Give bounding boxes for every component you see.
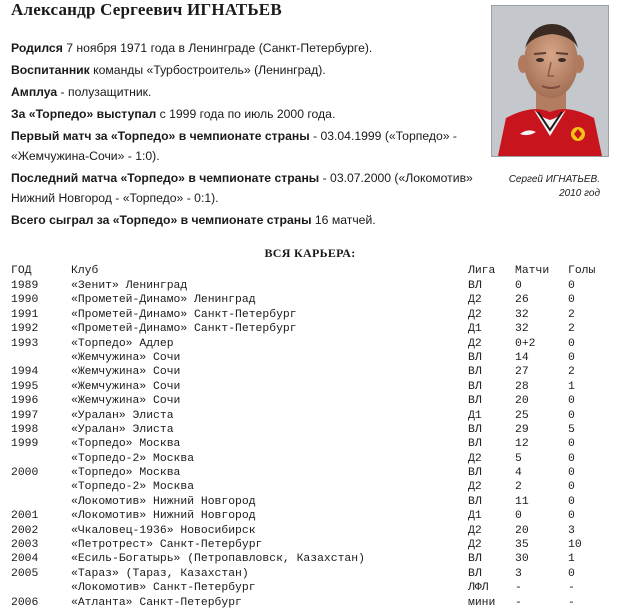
cell-goals: - (568, 596, 575, 609)
bio-line (11, 126, 481, 166)
bio-line (11, 168, 481, 208)
table-row (11, 409, 575, 423)
photo-caption (470, 173, 600, 201)
cell-games: 0 (515, 510, 522, 523)
career-table-header (11, 263, 596, 279)
table-row (11, 322, 575, 336)
table-row (11, 308, 575, 322)
cell-league: Д2 (468, 308, 482, 321)
bio-label: Родился (11, 41, 63, 55)
player-portrait-icon (492, 6, 608, 156)
cell-year: 1993 (11, 337, 39, 350)
cell-games: 25 (515, 409, 529, 422)
cell-club: «Торпедо-2» Москва (71, 452, 195, 465)
cell-goals: 1 (568, 380, 575, 393)
table-row (11, 365, 575, 379)
cell-year: 2002 (11, 524, 39, 537)
cell-goals: 0 (568, 438, 575, 451)
cell-year: 1995 (11, 380, 39, 393)
cell-club: «Тараз» (Тараз, Казахстан) (71, 567, 249, 580)
cell-year: 2005 (11, 567, 39, 580)
cell-club: «Уралан» Элиста (71, 423, 174, 436)
cell-goals: 0 (568, 481, 575, 494)
cell-games: 29 (515, 423, 529, 436)
cell-goals: 0 (568, 495, 575, 508)
bio-text: - полузащитник. (57, 85, 152, 99)
cell-club: «Чкаловец-1936» Новосибирск (71, 524, 256, 537)
biography (11, 38, 481, 232)
table-row (11, 466, 575, 480)
cell-games: 30 (515, 553, 529, 566)
cell-year: 2001 (11, 510, 39, 523)
cell-league: ВЛ (468, 351, 482, 364)
table-row (11, 279, 575, 293)
cell-goals: 10 (568, 539, 582, 552)
cell-league: Д2 (468, 294, 482, 307)
column-header-league: Лига (468, 265, 496, 277)
cell-club: «Петротрест» Санкт-Петербург (71, 539, 263, 552)
photo-caption-year: 2010 год (559, 188, 600, 199)
column-header-games: Матчи (515, 265, 550, 277)
cell-goals: 0 (568, 351, 575, 364)
cell-games: - (515, 582, 522, 595)
cell-games: 26 (515, 294, 529, 307)
table-row (11, 495, 575, 509)
cell-club: «Зенит» Ленинград (71, 280, 188, 292)
cell-league: Д2 (468, 539, 482, 552)
cell-year: 2003 (11, 539, 39, 552)
cell-year: 2000 (11, 467, 39, 480)
cell-league: мини (468, 596, 496, 609)
bio-label: Последний матча «Торпедо» в чемпионате страны (11, 171, 320, 185)
cell-league: ВЛ (468, 553, 482, 566)
table-row (11, 567, 575, 581)
bio-label: Амплуа (11, 85, 58, 99)
cell-games: 32 (515, 308, 529, 321)
bio-text: с 1999 года по июль 2000 года. (156, 107, 336, 121)
cell-club: «Жемчужина» Сочи (71, 351, 181, 364)
bio-line (11, 60, 481, 80)
cell-games: 5 (515, 452, 522, 465)
cell-year: 1999 (11, 438, 39, 451)
cell-games: 14 (515, 351, 529, 364)
cell-club: «Торпедо» Москва (71, 467, 181, 480)
cell-league: Д2 (468, 452, 482, 465)
cell-goals: 2 (568, 366, 575, 379)
cell-goals: - (568, 582, 575, 595)
page-title: Александр Сергеевич ИГНАТЬЕВ (11, 0, 282, 19)
table-row (11, 509, 575, 523)
cell-year: 1989 (11, 280, 39, 292)
cell-club: «Локомотив» Нижний Новгород (71, 495, 256, 508)
cell-club: «Жемчужина» Сочи (71, 380, 181, 393)
cell-league: ВЛ (468, 495, 482, 508)
career-heading: ВСЯ КАРЬЕРА: (264, 246, 356, 260)
table-row (11, 538, 582, 552)
cell-games: - (515, 596, 522, 609)
cell-goals: 0 (568, 467, 575, 480)
cell-games: 32 (515, 323, 529, 336)
cell-club: «Жемчужина» Сочи (71, 395, 181, 408)
cell-year: 1994 (11, 366, 39, 379)
cell-games: 0 (515, 280, 522, 292)
table-row (11, 581, 575, 595)
cell-club: «Прометей-Динамо» Санкт-Петербург (71, 323, 297, 336)
cell-club: «Торпедо-2» Москва (71, 481, 195, 494)
table-row (11, 337, 575, 351)
cell-league: ВЛ (468, 380, 482, 393)
bio-line (11, 38, 481, 58)
bio-label: Воспитанник (11, 63, 90, 77)
cell-league: Д1 (468, 323, 482, 336)
cell-year: 1996 (11, 395, 39, 408)
table-row (11, 351, 575, 365)
cell-league: ВЛ (468, 438, 482, 451)
cell-club: «Локомотив» Санкт-Петербург (71, 582, 256, 595)
cell-league: ЛФЛ (468, 582, 489, 595)
cell-league: ВЛ (468, 467, 482, 480)
table-row (11, 452, 575, 466)
cell-goals: 2 (568, 308, 575, 321)
cell-club: «Локомотив» Нижний Новгород (71, 510, 256, 523)
bio-line (11, 104, 481, 124)
cell-goals: 0 (568, 452, 575, 465)
bio-text: команды «Турбостроитель» (Ленинград). (89, 63, 326, 77)
table-row (11, 552, 575, 566)
cell-club: «Есиль-Богатырь» (Петропавловск, Казахстан) (71, 553, 365, 566)
cell-goals: 3 (568, 524, 575, 537)
bio-label: Всего сыграл за «Торпедо» в чемпионате страны (11, 213, 312, 227)
column-header-club: Клуб (71, 265, 99, 277)
cell-year: 1998 (11, 423, 39, 436)
cell-club: «Жемчужина» Сочи (71, 366, 181, 379)
cell-goals: 0 (568, 294, 575, 307)
cell-league: Д2 (468, 337, 482, 350)
cell-league: Д1 (468, 409, 482, 422)
cell-club: «Уралан» Элиста (71, 409, 174, 422)
cell-league: ВЛ (468, 423, 482, 436)
column-header-year: ГОД (11, 265, 32, 277)
table-row (11, 394, 575, 408)
bio-line (11, 82, 481, 102)
bio-text: - 03.04.1999 («Торпедо» - «Жемчужина-Сочи» - 1:0). (11, 129, 457, 163)
cell-club: «Прометей-Динамо» Санкт-Петербург (71, 308, 297, 321)
cell-games: 11 (515, 495, 529, 508)
bio-label: Первый матч за «Торпедо» в чемпионате страны (11, 129, 310, 143)
cell-goals: 0 (568, 395, 575, 408)
cell-games: 12 (515, 438, 529, 451)
cell-goals: 0 (568, 409, 575, 422)
cell-league: ВЛ (468, 366, 482, 379)
bio-line (11, 210, 481, 230)
table-row (11, 293, 575, 307)
cell-year: 1992 (11, 323, 39, 336)
player-photo (491, 5, 609, 157)
cell-games: 3 (515, 567, 522, 580)
table-row (11, 524, 575, 538)
cell-goals: 0 (568, 510, 575, 523)
bio-label: За «Торпедо» выступал (11, 107, 157, 121)
cell-goals: 0 (568, 567, 575, 580)
cell-goals: 0 (568, 337, 575, 350)
bio-text: - 03.07.2000 («Локомотив» Нижний Новгород - «Торпедо» - 0:1). (11, 171, 473, 205)
cell-league: Д1 (468, 510, 482, 523)
table-row (11, 596, 575, 610)
cell-club: «Прометей-Динамо» Ленинград (71, 294, 256, 307)
bio-text: 16 матчей. (311, 213, 376, 227)
cell-year: 2006 (11, 596, 39, 609)
cell-club: «Торпедо» Москва (71, 438, 181, 451)
cell-year: 2004 (11, 553, 39, 566)
cell-year: 1991 (11, 308, 39, 321)
cell-games: 0+2 (515, 337, 536, 350)
cell-games: 35 (515, 539, 529, 552)
cell-league: ВЛ (468, 280, 482, 292)
table-row (11, 480, 575, 494)
cell-league: Д2 (468, 524, 482, 537)
cell-games: 2 (515, 481, 522, 494)
cell-league: ВЛ (468, 567, 482, 580)
cell-goals: 2 (568, 323, 575, 336)
column-header-goals: Голы (568, 265, 596, 277)
cell-club: «Атланта» Санкт-Петербург (71, 596, 242, 609)
cell-league: ВЛ (468, 395, 482, 408)
cell-league: Д2 (468, 481, 482, 494)
cell-goals: 0 (568, 280, 575, 292)
table-row (11, 423, 575, 437)
career-table (11, 263, 596, 610)
cell-games: 20 (515, 524, 529, 537)
cell-club: «Торпедо» Адлер (71, 337, 174, 350)
cell-games: 27 (515, 366, 529, 379)
table-row (11, 437, 575, 451)
table-row (11, 380, 575, 394)
bio-text: 7 ноября 1971 года в Ленинграде (Санкт-Петербурге). (62, 41, 373, 55)
cell-goals: 5 (568, 423, 575, 436)
cell-goals: 1 (568, 553, 575, 566)
cell-games: 20 (515, 395, 529, 408)
photo-caption-name: Сергей ИГНАТЬЕВ. (508, 174, 600, 185)
cell-year: 1997 (11, 409, 39, 422)
cell-games: 4 (515, 467, 522, 480)
cell-year: 1990 (11, 294, 39, 307)
cell-games: 28 (515, 380, 529, 393)
